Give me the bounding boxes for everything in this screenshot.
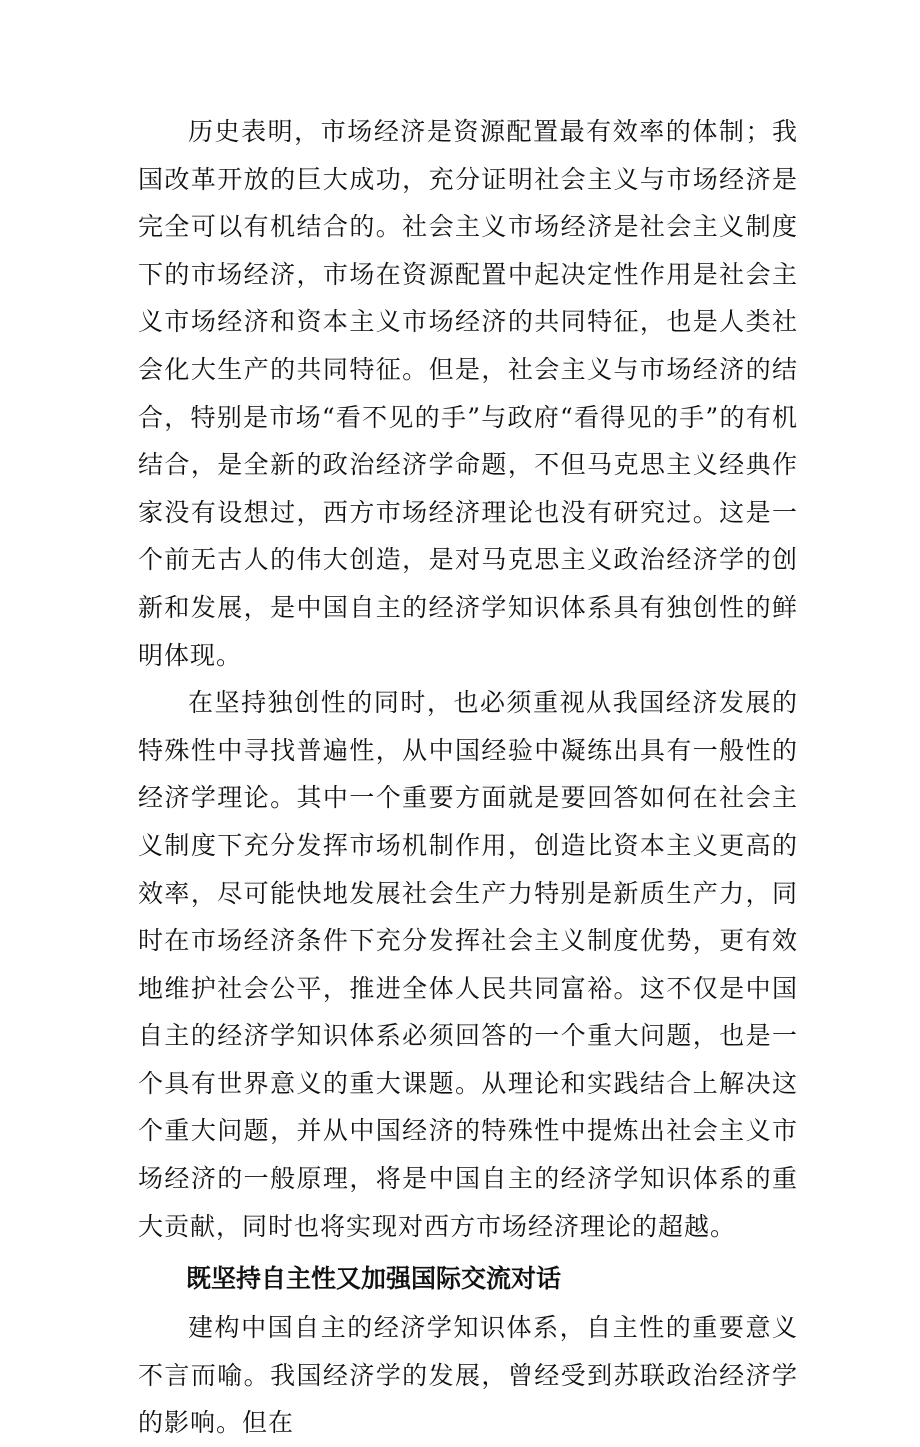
body-paragraph-market-economy: 历史表明，市场经济是资源配置最有效率的体制；我国改革开放的巨大成功，充分证明社会主义与市场经济是完全可以有机结合的。社会主义市场经济是社会主义制度下的市场经济，市场在资源配置中起决定性作用是社会主义市场经济和资本主义市场经济的共同特征，也是人类社会化大生产的共同特征。但是，社会主义与市场经济的结合，特别是市场“看不见的手”与政府“看得见的手”的有机结合，是全新的政治经济学命题，不但马克思主义经典作家没有设想过，西方市场经济理论也没有研究过。这是一个前无古人的伟大创造，是对马克思主义政治经济学的创新和发展，是中国自主的经济学知识体系具有独创性的鲜明体现。 bbox=[138, 117, 798, 670]
document-page bbox=[138, 108, 798, 1447]
body-paragraph-universality: 在坚持独创性的同时，也必须重视从我国经济发展的特殊性中寻找普遍性，从中国经验中凝练出具有一般性的经济学理论。其中一个重要方面就是要回答如何在社会主义制度下充分发挥市场机制作用，创造比资本主义更高的效率，尽可能快地发展社会生产力特别是新质生产力，同时在市场经济条件下充分发挥社会主义制度优势，更有效地维护社会公平，推进全体人民共同富裕。这不仅是中国自主的经济学知识体系必须回答的一个重大问题，也是一个具有世界意义的重大课题。从理论和实践结合上解决这个重大问题，并从中国经济的特殊性中提炼出社会主义市场经济的一般原理，将是中国自主的经济学知识体系的重大贡献，同时也将实现对西方市场经济理论的超越。 bbox=[138, 688, 798, 1241]
section-heading: 既坚持自主性又加强国际交流对话 bbox=[186, 1264, 562, 1294]
body-paragraph-autonomy: 建构中国自主的经济学知识体系，自主性的重要意义不言而喻。我国经济学的发展，曾经受到苏联政治经济学的影响。但在 bbox=[138, 1313, 798, 1438]
